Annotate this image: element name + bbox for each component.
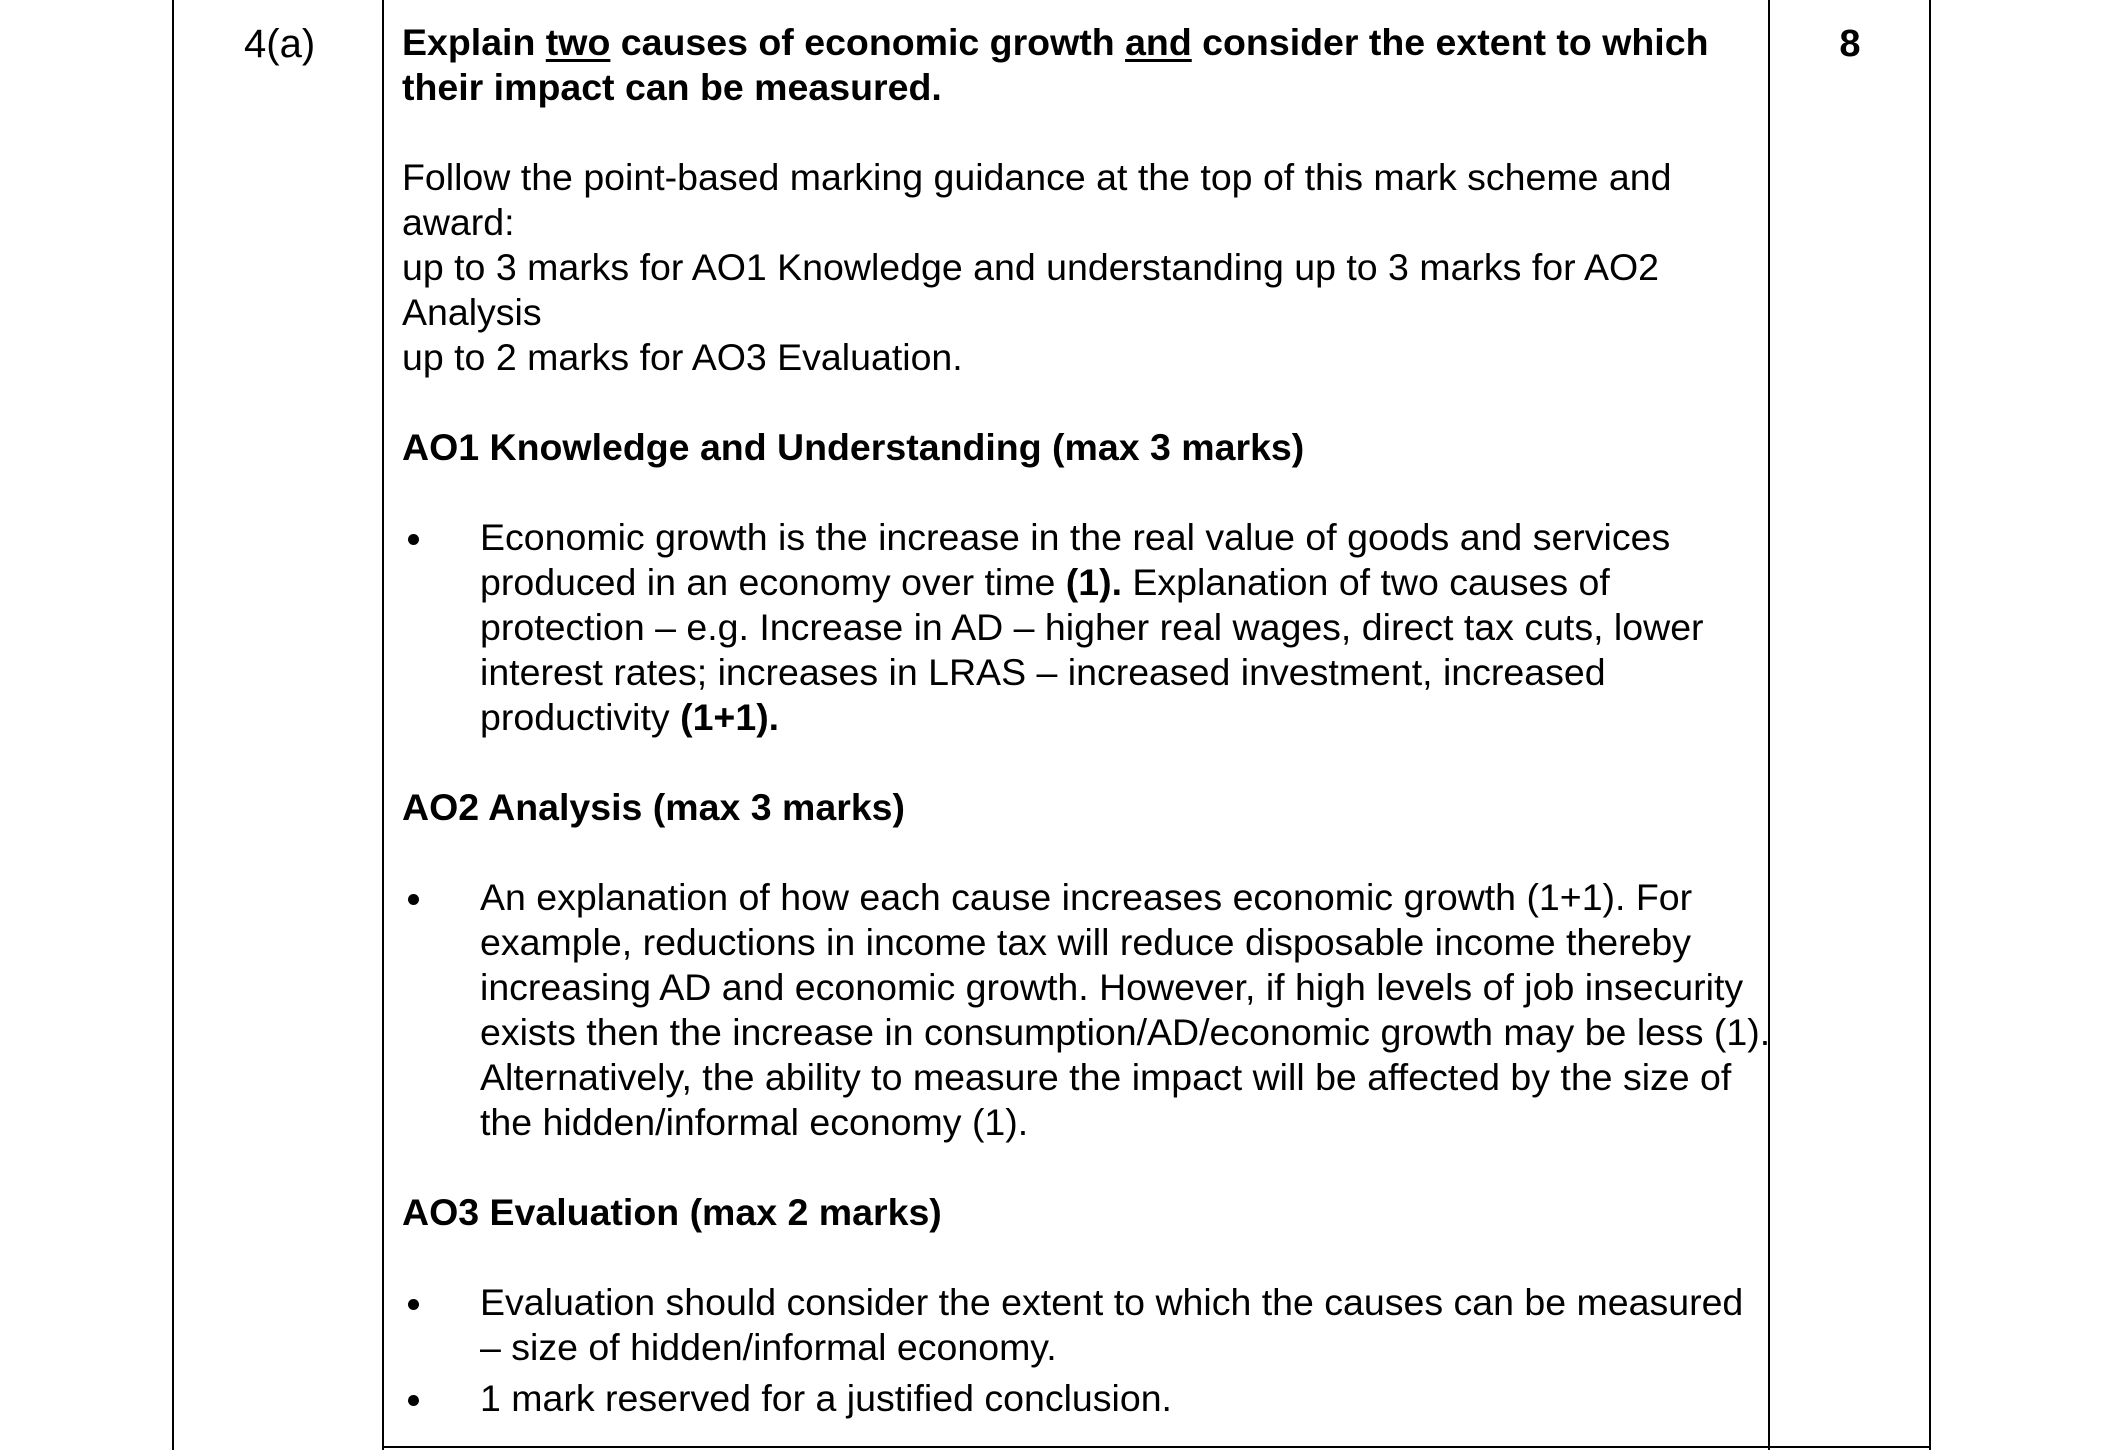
underlined-two: two (545, 21, 611, 63)
question-title: Explain two causes of economic growth and consider the extent to which their impact can be measured. (402, 21, 1709, 108)
question-number: 4(a) (244, 22, 316, 66)
bullet-icon (408, 1395, 419, 1406)
ao3-bullet-evaluation: Evaluation should consider the extent to which the causes can be measured – size of hidden/informal economy. (402, 1280, 1772, 1370)
ao3-heading: AO3 Evaluation (max 2 marks) (402, 1191, 942, 1233)
mark-scheme-content (402, 20, 1772, 1421)
table-border-right (1929, 0, 1931, 1450)
ao1-heading: AO1 Knowledge and Understanding (max 3 marks) (402, 426, 1305, 468)
question-marks: 8 (1839, 23, 1861, 65)
ao1-bullet: Economic growth is the increase in the real value of goods and services produced in an economy over time (1). Explanation of two causes of protection – e.g. Increase in AD – higher real wages, direct tax cuts, lower interest rates; increases in LRAS – increased investment, increased productivity (1+1). (402, 515, 1772, 740)
bullet-icon (408, 1299, 419, 1310)
ao2-heading: AO2 Analysis (max 3 marks) (402, 786, 906, 828)
guidance-line-2: up to 3 marks for AO1 Knowledge and understanding up to 3 marks for AO2 Analysis (402, 246, 1659, 333)
underlined-and: and (1125, 21, 1192, 63)
table-border-left (172, 0, 174, 1450)
ao2-bullet: An explanation of how each cause increases economic growth (1+1). For example, reductions in income tax will reduce disposable income thereby increasing AD and economic growth. However, if high levels of job insecurity exists then the increase in consumption/AD/economic growth may be less (1). Alternatively, the ability to measure the impact will be affected by the size of the hidden/informal economy (1). (402, 875, 1772, 1145)
bullet-icon (408, 894, 419, 905)
ao3-bullet-list (402, 1280, 1772, 1421)
table-border-bottom (382, 1446, 1931, 1448)
guidance-line-1: Follow the point-based marking guidance at the top of this mark scheme and award: (402, 156, 1672, 243)
bullet-icon (408, 534, 419, 545)
ao3-bullet-conclusion: 1 mark reserved for a justified conclusion. (402, 1376, 1772, 1421)
ao2-bullet-list (402, 875, 1772, 1145)
ao1-bullet-list (402, 515, 1772, 740)
guidance-line-3: up to 2 marks for AO3 Evaluation. (402, 336, 963, 378)
table-divider-question (382, 0, 384, 1450)
